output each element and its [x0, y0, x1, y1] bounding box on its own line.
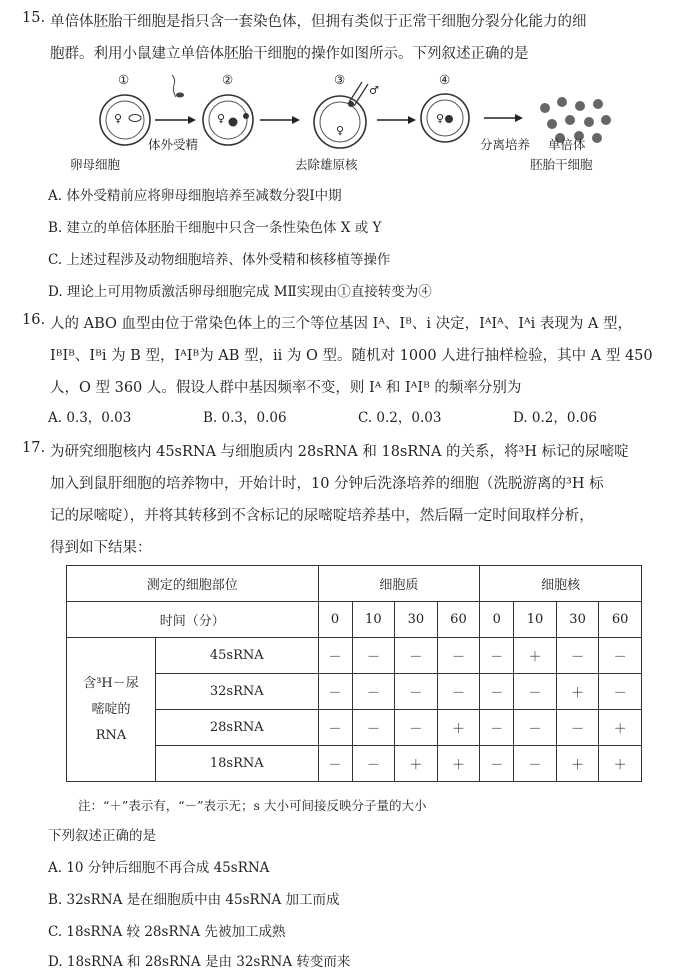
sperm-icon: [172, 75, 184, 98]
q15-option-b[interactable]: B. 建立的单倍体胚胎干细胞中只含一条性染色体 X 或 Y: [48, 220, 382, 236]
q17-number: 17.: [22, 440, 46, 456]
table-cell: －: [480, 674, 514, 710]
table-cell: －: [352, 638, 395, 674]
table-cell: －: [437, 638, 480, 674]
time-cell: 0: [480, 602, 514, 638]
culture-label: 分离培养: [480, 137, 531, 152]
table-cell: －: [599, 674, 642, 710]
table-note: 注：“＋”表示有，“－”表示无；s 大小可间接反映分子量的大小: [78, 798, 427, 813]
table-cell: －: [318, 746, 352, 782]
enucleation-cell-icon: [314, 82, 368, 148]
q17-prompt: 下列叙述正确的是: [48, 828, 156, 844]
table-cell: ＋: [514, 638, 557, 674]
table-cell: －: [352, 710, 395, 746]
q16-options: [48, 406, 668, 426]
q17-stem-line3: 记的尿嘧啶），并将其转移到不含标记的尿嘧啶培养基中，然后隔一定时间取样分析，: [50, 508, 594, 524]
egg-cell-icon: [100, 95, 150, 145]
table-cell: －: [318, 674, 352, 710]
table-cell: －: [395, 638, 438, 674]
rna-name: 32sRNA: [156, 674, 319, 710]
q17-option-d[interactable]: D. 18sRNA 和 28sRNA 是由 32sRNA 转变而来: [48, 954, 351, 970]
q15-number: 15.: [22, 10, 46, 26]
haploid-egg-icon: [421, 94, 469, 142]
table-cell: －: [514, 746, 557, 782]
q16-option-d[interactable]: D. 0.2，0.06: [513, 410, 597, 426]
table-cell: －: [556, 638, 599, 674]
time-cell: 30: [395, 602, 438, 638]
q15-diagram: [0, 0, 692, 180]
q17-stem-line2: 加入到鼠肝细胞的培养物中，开始计时，10 分钟后洗涤培养的细胞（洗脱游离的³H 标: [50, 476, 604, 492]
stem-cell-label: 胚胎干细胞: [530, 157, 593, 172]
q16-option-a[interactable]: A. 0.3，0.03: [48, 410, 132, 426]
row-group-line3: RNA: [95, 727, 127, 743]
step-label-2: ②: [222, 72, 234, 87]
time-header: 时间（分）: [67, 602, 319, 638]
ivf-label: 体外受精: [148, 137, 199, 152]
time-cell: 0: [318, 602, 352, 638]
table-header-row: [67, 566, 642, 602]
step-label-3: ③: [334, 72, 346, 87]
nucleus-header: 细胞核: [480, 566, 642, 602]
time-cell: 60: [599, 602, 642, 638]
q17-stem-line1: 为研究细胞核内 45sRNA 与细胞质内 28sRNA 和 18sRNA 的关系，将³H 标记的尿嘧啶: [50, 444, 629, 460]
row-group-label: [67, 638, 156, 782]
table-cell: ＋: [599, 746, 642, 782]
time-cell: 60: [437, 602, 480, 638]
rna-name: 18sRNA: [156, 746, 319, 782]
male-symbol: ♂: [369, 84, 379, 97]
female-symbol-1: ♀: [114, 112, 123, 125]
table-cell: ＋: [437, 710, 480, 746]
table-cell: －: [395, 674, 438, 710]
time-cell: 10: [514, 602, 557, 638]
egg-label: 卵母细胞: [70, 157, 121, 172]
q17-option-c[interactable]: C. 18sRNA 较 28sRNA 先被加工成熟: [48, 924, 286, 940]
table-cell: －: [318, 638, 352, 674]
time-cell: 10: [352, 602, 395, 638]
table-cell: －: [480, 746, 514, 782]
table-cell: ＋: [599, 710, 642, 746]
table-cell: ＋: [437, 746, 480, 782]
table-cell: －: [352, 674, 395, 710]
row-group-line1: 含³H－尿: [83, 675, 139, 691]
q15-option-a[interactable]: A. 体外受精前应将卵母细胞培养至减数分裂Ⅰ中期: [48, 188, 342, 204]
q15-option-d[interactable]: D. 理论上可用物质激活卵母细胞完成 MⅡ实现由①直接转变为④: [48, 284, 432, 300]
table-cell: －: [514, 710, 557, 746]
results-table: [66, 565, 642, 782]
female-symbol-3: ♀: [336, 124, 345, 137]
female-symbol-4: ♀: [436, 112, 445, 125]
q15-option-c[interactable]: C. 上述过程涉及动物细胞培养、体外受精和核移植等操作: [48, 252, 391, 268]
q16-option-b[interactable]: B. 0.3，0.06: [203, 410, 287, 426]
q17-stem-line4: 得到如下结果：: [50, 540, 152, 556]
time-row: [67, 602, 642, 638]
cytoplasm-header: 细胞质: [318, 566, 480, 602]
table-cell: ＋: [556, 746, 599, 782]
remove-nucleus-label: 去除雄原核: [295, 157, 358, 172]
table-cell: ＋: [395, 746, 438, 782]
step-label-1: ①: [118, 72, 130, 87]
q15-stem-line1: 单倍体胚胎干细胞是指只含一套染色体，但拥有类似于正常干细胞分裂分化能力的细: [50, 14, 587, 30]
q16-number: 16.: [22, 312, 46, 328]
table-cell: －: [599, 638, 642, 674]
time-cell: 30: [556, 602, 599, 638]
q17-option-a[interactable]: A. 10 分钟后细胞不再合成 45sRNA: [48, 860, 270, 876]
table-cell: －: [437, 674, 480, 710]
fertilized-egg-icon: [203, 95, 253, 145]
table-row: [67, 638, 642, 674]
table-cell: －: [556, 710, 599, 746]
corner-header: 测定的细胞部位: [67, 566, 319, 602]
table-cell: －: [318, 710, 352, 746]
table-cell: －: [480, 710, 514, 746]
q16-stem-line2: IᴮIᴮ、Iᴮi 为 B 型，IᴬIᴮ为 AB 型，ii 为 O 型。随机对 1000 人进行抽样检验，其中 A 型 450: [50, 348, 653, 364]
table-cell: －: [352, 746, 395, 782]
rna-name: 28sRNA: [156, 710, 319, 746]
q15-stem-line2: 胞群。利用小鼠建立单倍体胚胎干细胞的操作如图所示。下列叙述正确的是: [50, 46, 529, 62]
haploid-label: 单倍体: [548, 137, 586, 152]
q16-stem-line1: 人的 ABO 血型由位于常染色体上的三个等位基因 Iᴬ、Iᴮ、i 决定，IᴬIᴬ、Iᴬi 表现为 A 型，: [50, 316, 633, 332]
table-cell: －: [514, 674, 557, 710]
table-cell: ＋: [556, 674, 599, 710]
table-cell: －: [395, 710, 438, 746]
q17-option-b[interactable]: B. 32sRNA 是在细胞质中由 45sRNA 加工而成: [48, 892, 340, 908]
q16-option-c[interactable]: C. 0.2，0.03: [358, 410, 442, 426]
rna-name: 45sRNA: [156, 638, 319, 674]
row-group-line2: 嘧啶的: [91, 701, 131, 717]
step-label-4: ④: [439, 72, 451, 87]
female-symbol-2: ♀: [217, 112, 226, 125]
table-cell: －: [480, 638, 514, 674]
q16-stem-line3: 人，O 型 360 人。假设人群中基因频率不变，则 Iᴬ 和 IᴬIᴮ 的频率分别为: [50, 380, 522, 396]
